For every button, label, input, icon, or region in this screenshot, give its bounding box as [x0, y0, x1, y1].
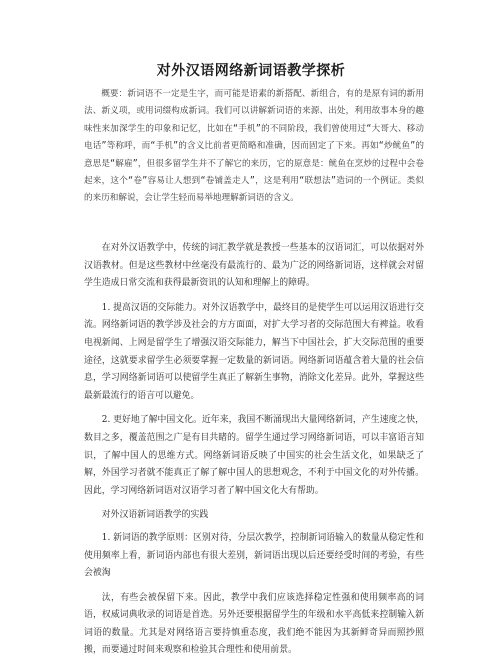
abstract-block [84, 86, 424, 208]
section-heading: 对外汉语新词语教学的实践 [101, 510, 209, 521]
paragraph-point-2: 2. 更好地了解中国文化。近年来，我国不断涌现出大量网络新词，产生速度之快，数目之多，覆盖范围之广是有目共睹的。留学生通过学习网络新词语，可以丰富语言知识，了解中国人的思维方式。网络新词语反映了中国实的社会生活文化，如果缺乏了解，外国学习者就不能真正了解了解中国人的思想观念，不利于中国文化的对外传播。因此，学习网络新词语对汉语学习者了解中国文化大有帮助。 [84, 415, 424, 496]
body-text [84, 240, 424, 667]
document-title: 对外汉语网络新词语教学探析 [156, 63, 346, 79]
paragraph-principle: 1. 新词语的教学原则：区别对待，分层次教学，控制新词语输入的数量从稳定性和使用频率上看，新词语内部也有很大差别，新词语出现以后还要经受时间的考验，有些会被淘 [84, 532, 424, 579]
paragraph-intro: 在对外汉语教学中，传统的词汇教学就是教授一些基本的汉语词汇，可以依据对外汉语教材。但是这些教材中丝毫没有最流行的、最为广泛的网络新词语，这样就会对留学生造成日常交流和获得最新资讯的认知和理解上的障碍。 [84, 243, 424, 289]
paragraph-principle-continued: 汰，有些会被保留下来。因此，教学中我们应该选择稳定性强和使用频率高的词语，权威词典收录的词语是首选。另外还要根据留学生的年级和水平高低来控制输入新词语的数量。尤其是对网络语言要持慎重态度，我们绝不能因为其新鲜奇异而照抄照搬，而要通过时间来观察和检验其合理性和使用前景。 [84, 592, 424, 656]
paragraph-point-1: 1. 提高汉语的交际能力。对外汉语教学中，最终目的是使学生可以运用汉语进行交流。网络新词语的教学涉及社会的方方面面，对扩大学习者的交际范围大有裨益。收看电视新闻、上网是留学生了增强汉语交际能力，解当下中国社会，扩大交际范围的重要途径，这就要求留学生必须要掌握一定数量的新词语。网络新词语蕴含着大量的社会信息，学习网络新词语可以使留学生真正了解新生事物，消除文化差异。此外，掌握这些最新最流行的语言可以避免。 [84, 302, 424, 401]
abstract-paragraph: 概要：新词语不一定是生字，而可能是语素的新搭配、新组合，有的是原有词的新用法、新义项，或用词缀构成新词。我们可以讲解新词语的来源、出处，利用故事本身的趣味性来加深学生的印象和记忆，比如在“手机”的不同阶段，我们曾使用过“大哥大、移动电话”等称呼，而“手机”的含义比前者更简略和准确，因而固定了下来。再如“炒鱿鱼”的意思是“解雇”，但很多留学生并不了解它的来历，它的原意是：鱿鱼在烹炒的过程中会卷起来，这个“卷”容易让人想到“卷铺盖走人”，这是利用“联想法”造词的一个例证。类似的来历和解说，会让学生轻而易举地理解新词语的含义。 [84, 89, 424, 204]
